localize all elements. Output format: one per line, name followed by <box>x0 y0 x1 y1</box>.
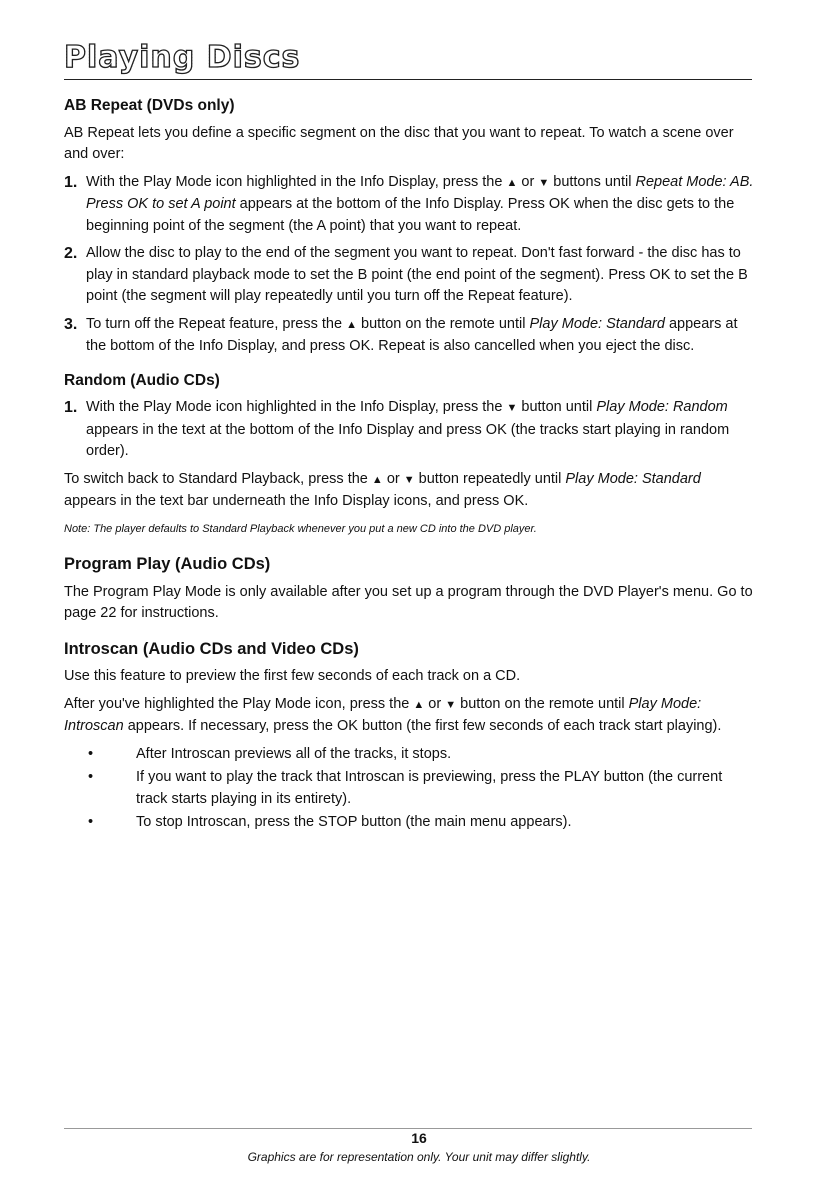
step-text-italic: Play Mode: Random <box>596 399 728 415</box>
introscan-heading: Introscan (Audio CDs and Video CDs) <box>64 639 359 658</box>
page-number: 16 <box>411 1130 427 1146</box>
step-number: 1. <box>64 399 78 416</box>
text-part: appears. If necessary, press the OK button (the first few seconds of each track start playing). <box>127 718 722 734</box>
down-arrow-icon: ▼ <box>506 402 518 414</box>
introscan-instructions <box>64 694 754 738</box>
down-arrow-icon: ▼ <box>403 473 415 486</box>
step-text-part: or <box>521 173 535 190</box>
random-step-1 <box>64 397 754 463</box>
step-text-part: appears at the bottom of the Info Display, and press OK. Repeat is also cancelled when you eject the disc. <box>86 315 738 354</box>
page-content <box>64 95 754 836</box>
bullet-text: After Introscan previews all of the tracks, it stops. <box>136 745 452 762</box>
up-arrow-icon: ▲ <box>506 176 518 189</box>
text-italic: Play Mode: Standard <box>565 470 701 487</box>
footer-divider <box>64 1128 752 1129</box>
step-text-part: button until <box>521 399 593 415</box>
text-part: After you've highlighted the Play Mode icon, press the <box>64 695 410 712</box>
ab-repeat-step-3 <box>64 314 754 358</box>
page-title: Playing Discs <box>64 40 752 76</box>
ab-repeat-heading: AB Repeat (DVDs only) <box>64 97 235 114</box>
step-text <box>86 172 754 238</box>
up-arrow-icon: ▲ <box>413 698 425 711</box>
step-text-part: appears at the bottom of the Info Display. Press OK when the disc gets to the beginning point of the segment (the A point) that you want to repeat. <box>86 196 735 234</box>
random-heading: Random (Audio CDs) <box>64 371 220 389</box>
step-text-part: appears in the text at the bottom of the Info Display and press OK (the tracks start playing in random order). <box>86 421 730 459</box>
up-arrow-icon: ▲ <box>371 473 383 486</box>
bullet-icon: • <box>88 769 94 785</box>
introscan-bullet-3 <box>64 812 754 834</box>
page-header <box>64 40 752 80</box>
up-arrow-icon: ▲ <box>346 318 357 331</box>
step-text-part: With the Play Mode icon highlighted in the Info Display, press the <box>86 399 503 415</box>
text-part: button on the remote until <box>460 695 625 712</box>
text-italic: Play Mode: Introscan <box>64 695 702 734</box>
text-part: button repeatedly until <box>418 470 562 487</box>
step-text <box>86 314 754 358</box>
introscan-bullet-1 <box>64 744 754 766</box>
step-number: 2. <box>64 245 78 262</box>
step-text <box>86 397 754 463</box>
step-text-part: buttons until <box>553 173 632 190</box>
ab-repeat-steps <box>64 172 754 358</box>
program-play-heading: Program Play (Audio CDs) <box>64 555 271 573</box>
footer-note: Graphics are for representation only. Your unit may differ slightly. <box>247 1150 591 1164</box>
step-text-italic: Play Mode: Standard <box>529 315 665 332</box>
title-divider <box>64 79 752 80</box>
text-part: or <box>428 695 442 712</box>
bullet-icon: • <box>88 814 94 830</box>
step-text-part: button on the remote until <box>361 315 526 332</box>
text-part: or <box>386 470 400 487</box>
down-arrow-icon: ▼ <box>538 176 550 189</box>
step-text-italic: Repeat Mode: AB. Press OK to set A point <box>86 173 754 212</box>
random-note: Note: The player defaults to Standard Playback whenever you put a new CD into the DVD player. <box>64 522 537 535</box>
step-number: 1. <box>64 173 78 191</box>
ab-repeat-intro: AB Repeat lets you define a specific segment on the disc that you want to repeat. To watch a scene over and over: <box>64 124 734 162</box>
step-text-part: With the Play Mode icon highlighted in the Info Display, press the <box>86 173 503 190</box>
introscan-intro: Use this feature to preview the first few seconds of each track on a CD. <box>64 668 521 684</box>
text-part: appears in the text bar underneath the Info Display icons, and press OK. <box>64 493 529 509</box>
step-text-part: To turn off the Repeat feature, press the <box>86 315 343 332</box>
ab-repeat-step-2 <box>64 243 754 308</box>
bullet-icon: • <box>88 745 94 762</box>
down-arrow-icon: ▼ <box>445 698 457 711</box>
program-play-text: The Program Play Mode is only available after you set up a program through the DVD Player's menu. Go to page 22 for instructions. <box>64 583 753 621</box>
introscan-bullet-2 <box>64 767 754 810</box>
step-number: 3. <box>64 315 78 333</box>
ab-repeat-step-1 <box>64 172 754 238</box>
text-part: To switch back to Standard Playback, press the <box>64 470 368 487</box>
bullet-text: To stop Introscan, press the STOP button (the main menu appears). <box>136 814 572 830</box>
bullet-text: If you want to play the track that Introscan is previewing, press the PLAY button (the current track starts playing in its entirety). <box>136 769 723 807</box>
random-switch-back <box>64 469 754 513</box>
step-text: Allow the disc to play to the end of the segment you want to repeat. Don't fast forward - the disc has to play in standard playback mode to set the B point (the end point of the segment). Press OK to set the B point (the segment will play repeatedly until you turn off the Repeat feature). <box>86 245 748 304</box>
